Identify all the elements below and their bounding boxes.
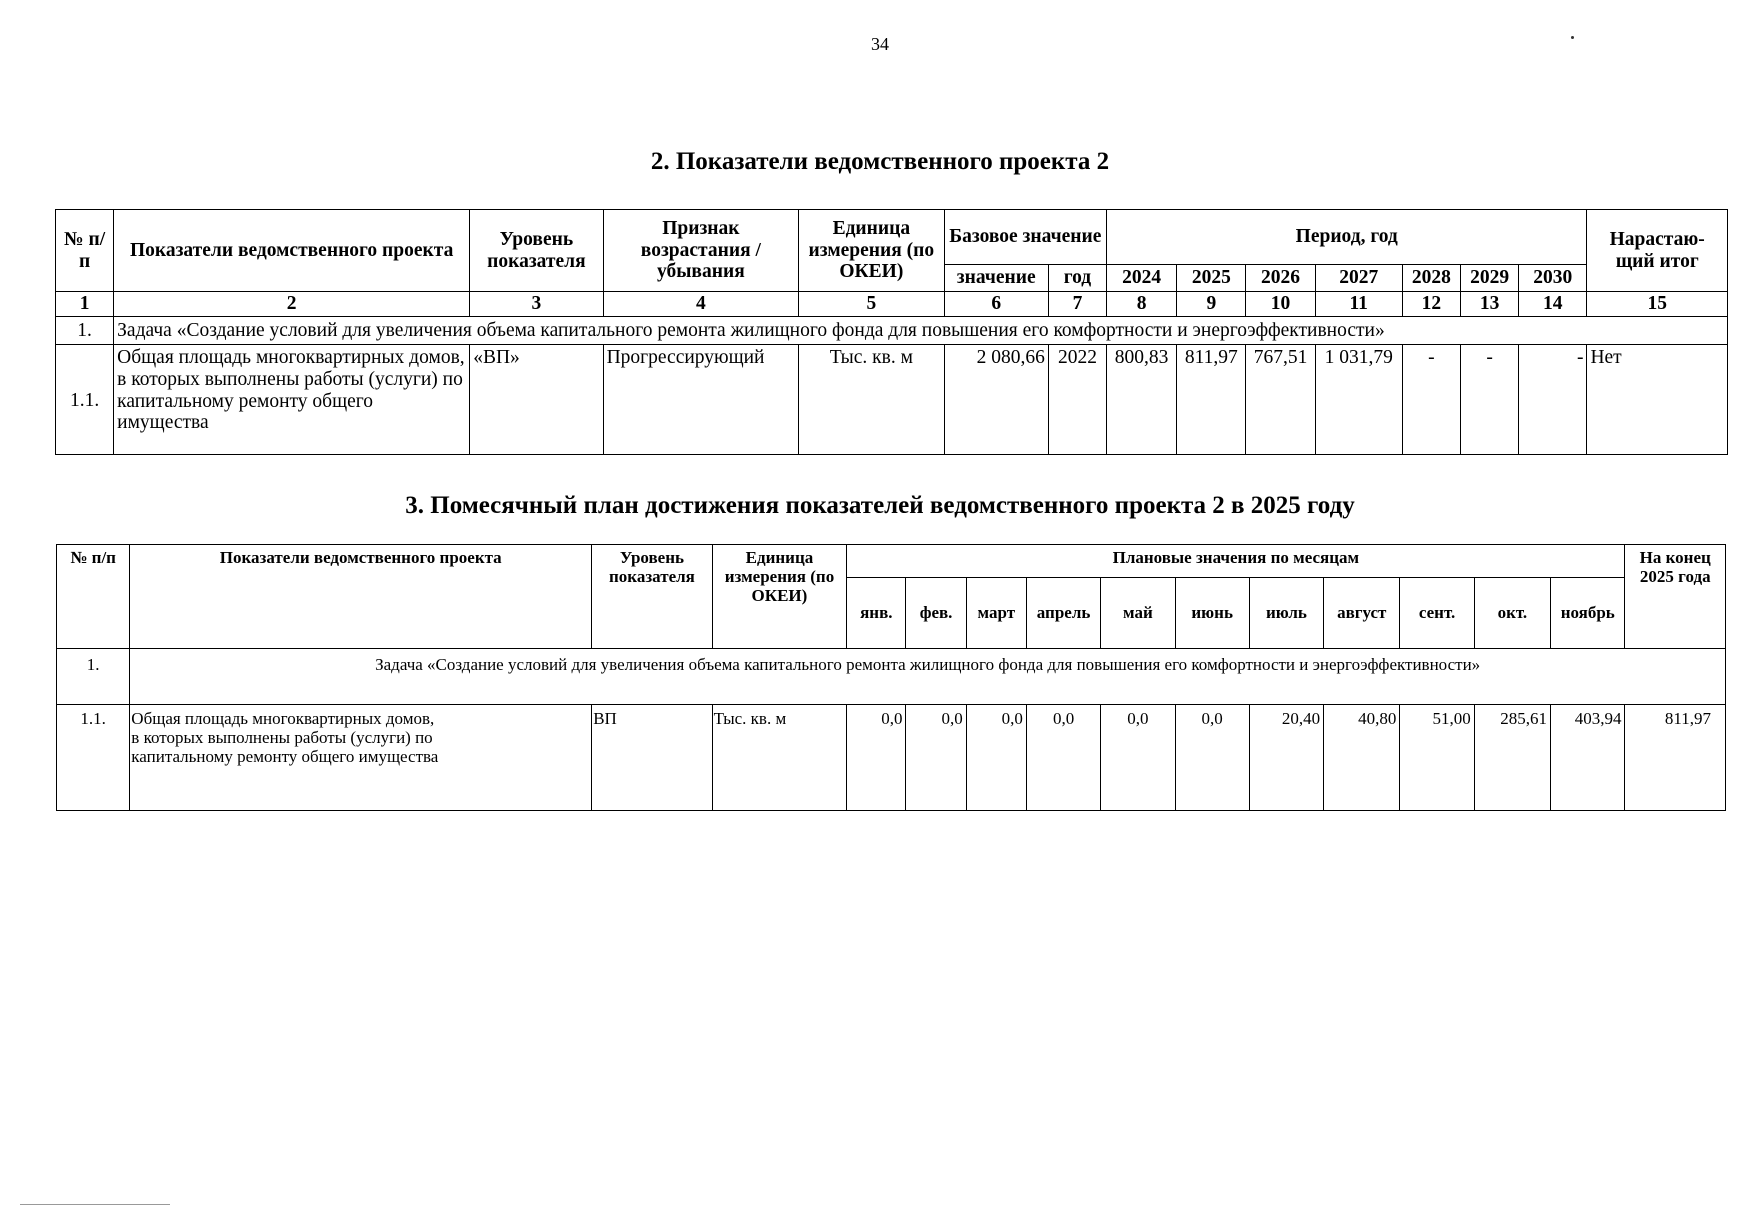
row-num: 1.1. [57, 705, 130, 811]
row-base-value: 2 080,66 [944, 345, 1048, 455]
page-number: 34 [871, 34, 889, 54]
header-end: На конец 2025 года [1625, 545, 1726, 649]
column-number: 1 [56, 292, 114, 317]
header-indicator: Показатели ведомственного проекта [130, 545, 592, 649]
row-month-value: 40,80 [1324, 705, 1400, 811]
header-month: май [1101, 578, 1175, 649]
header-num: № п/п [57, 545, 130, 649]
column-number: 11 [1315, 292, 1402, 317]
row-month-value: 0,0 [966, 705, 1026, 811]
header-month: ноябрь [1551, 578, 1625, 649]
column-number: 10 [1246, 292, 1315, 317]
row-num: 1.1. [56, 345, 114, 455]
header-month: июнь [1175, 578, 1249, 649]
table-row [56, 345, 1728, 455]
row-cumulative: Нет [1587, 345, 1728, 455]
row-month-value: 0,0 [1026, 705, 1100, 811]
column-number: 13 [1461, 292, 1519, 317]
column-number: 4 [603, 292, 799, 317]
row-indicator-line: Общая площадь многоквартирных домов, [131, 709, 435, 728]
header-year: 2029 [1461, 265, 1519, 292]
row-end-value: 811,97 [1625, 705, 1726, 811]
row-unit: Тыс. кв. м [712, 705, 847, 811]
column-number: 14 [1519, 292, 1587, 317]
row-month-value: 0,0 [1101, 705, 1175, 811]
header-year: 2024 [1107, 265, 1177, 292]
row-indicator-line: в которых выполнены работы (услуги) по [131, 728, 433, 748]
header-year: 2026 [1246, 265, 1315, 292]
row-unit: Тыс. кв. м [799, 345, 944, 455]
header-month: фев. [906, 578, 966, 649]
column-number: 15 [1587, 292, 1728, 317]
header-indicator: Показатели ведомственного проекта [114, 210, 470, 292]
header-year: 2027 [1315, 265, 1402, 292]
task-text: Задача «Создание условий для увеличения объема капитального ремонта жилищного фонда для повышения его комфортности и энергоэффективности» [130, 649, 1726, 705]
row-month-value: 0,0 [906, 705, 966, 811]
monthly-plan-table [56, 544, 1726, 811]
row-base-year: 2022 [1048, 345, 1106, 455]
header-month: август [1324, 578, 1400, 649]
column-number: 9 [1177, 292, 1246, 317]
row-indicator: Общая площадь многоквартирных домов, в которых выполнены работы (услуги) по капитальному ремонту общего имущества [114, 345, 470, 455]
column-number: 6 [944, 292, 1048, 317]
header-sign: Признак возрастания / убывания [603, 210, 799, 292]
scan-speck [1571, 36, 1574, 39]
header-year: 2030 [1519, 265, 1587, 292]
task-num: 1. [57, 649, 130, 705]
row-level: «ВП» [470, 345, 603, 455]
row-indicator [130, 705, 592, 811]
section-2-title: 2. Показатели ведомственного проекта 2 [650, 148, 1110, 175]
header-level: Уровень показателя [470, 210, 603, 292]
header-num: № п/п [56, 210, 114, 292]
header-level: Уровень показателя [592, 545, 712, 649]
task-text: Задача «Создание условий для увеличения объема капитального ремонта жилищного фонда для повышения его комфортности и энергоэффективности» [114, 317, 1728, 345]
header-month: март [966, 578, 1026, 649]
header-month: апрель [1026, 578, 1100, 649]
header-year: 2025 [1177, 265, 1246, 292]
section-3-title: 3. Помесячный план достижения показателей ведомственного проекта 2 в 2025 году [405, 492, 1355, 519]
row-sign: Прогрессирующий [603, 345, 799, 455]
row-year-value: - [1402, 345, 1460, 455]
row-level: ВП [592, 705, 712, 811]
header-monthly: Плановые значения по месяцам [847, 545, 1625, 578]
table-row [57, 705, 1726, 811]
header-unit: Единица измерения (по ОКЕИ) [799, 210, 944, 292]
header-month: июль [1249, 578, 1323, 649]
column-number: 2 [114, 292, 470, 317]
row-month-value: 403,94 [1551, 705, 1625, 811]
header-unit: Единица измерения (по ОКЕИ) [712, 545, 847, 649]
column-number: 5 [799, 292, 944, 317]
header-year: 2028 [1402, 265, 1460, 292]
header-month: янв. [847, 578, 906, 649]
header-month: окт. [1474, 578, 1550, 649]
row-month-value: 51,00 [1400, 705, 1474, 811]
row-month-value: 20,40 [1249, 705, 1323, 811]
row-year-value: 800,83 [1107, 345, 1177, 455]
row-month-value: 285,61 [1474, 705, 1550, 811]
row-indicator-line: капитальному ремонту общего имущества [131, 747, 439, 767]
header-base-year: год [1048, 265, 1106, 292]
column-number: 8 [1107, 292, 1177, 317]
row-year-value: 811,97 [1177, 345, 1246, 455]
row-month-value: 0,0 [1175, 705, 1249, 811]
column-number: 7 [1048, 292, 1106, 317]
row-month-value: 0,0 [847, 705, 906, 811]
header-period: Период, год [1107, 210, 1587, 265]
header-base: Базовое значение [944, 210, 1106, 265]
column-number: 12 [1402, 292, 1460, 317]
task-num: 1. [56, 317, 114, 345]
row-year-value: - [1519, 345, 1587, 455]
header-base-value: значение [944, 265, 1048, 292]
row-year-value: 767,51 [1246, 345, 1315, 455]
row-year-value: 1 031,79 [1315, 345, 1402, 455]
header-cumulative: Нарастаю-щий итог [1587, 210, 1728, 292]
column-number: 3 [470, 292, 603, 317]
header-month: сент. [1400, 578, 1474, 649]
row-year-value: - [1461, 345, 1519, 455]
indicators-table [55, 209, 1728, 455]
